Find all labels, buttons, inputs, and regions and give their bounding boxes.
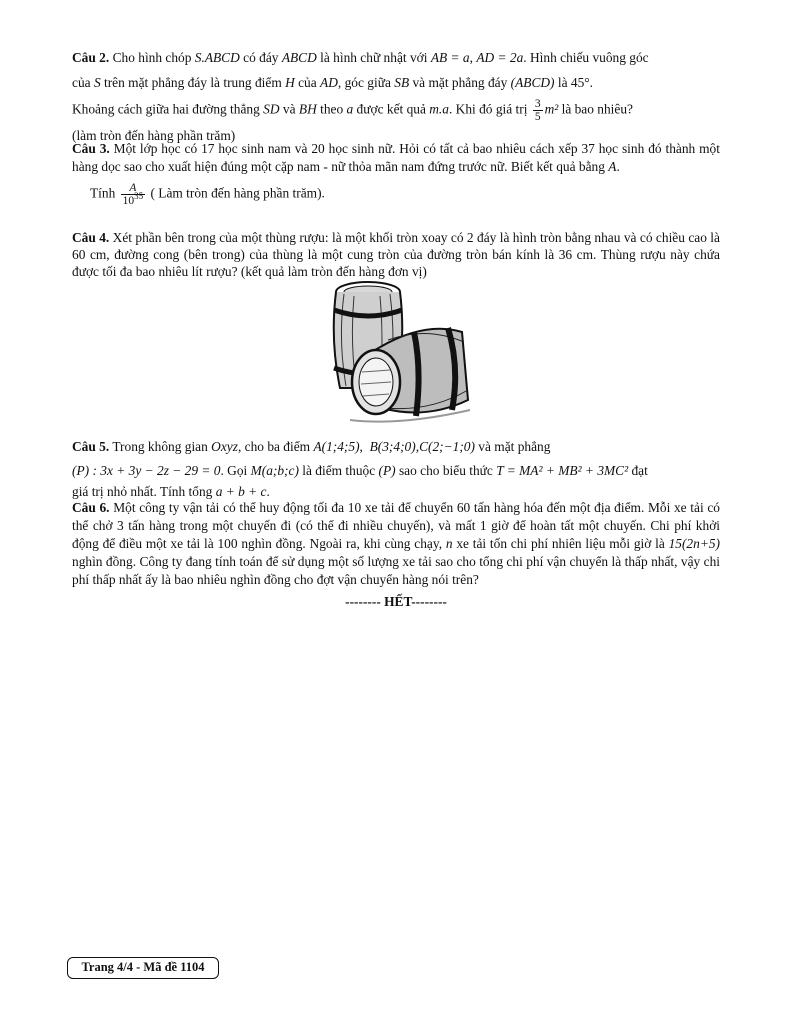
q5-line-2: (P) : 3x + 3y − 2z − 29 = 0. Gọi M(a;b;c) là điểm thuộc (P) sao cho biểu thức T = MA² + MB² + 3MC² đạt xyxy=(72,463,648,478)
q5-line-1: Câu 5. Trong không gian Oxyz, cho ba điểm A(1;4;5), B(3;4;0),C(2;−1;0) và mặt phẳng xyxy=(72,439,551,454)
wine-barrels-illustration xyxy=(330,280,474,426)
question-6: Câu 6. Một công ty vận tải có thể huy động tối đa 10 xe tải để chuyển 60 tấn hàng hóa đến một địa điểm. Mỗi xe tải có thể chở 3 tấn hàng trong một chuyến đi (có thể đi nhiều chuyến), và mất 1 giờ để hoàn tất một chuyến. Chi phí khởi động để điều một xe tải là 100 nghìn đồng. Ngoài ra, khi cùng chạy, n xe tải tốn chi phí nhiên liệu mỗi giờ là 15(2n+5) nghìn đồng. Công ty đang tính toán để sử dụng một số lượng xe tải sao cho tổng chi phí vận chuyển là thấp nhất, vậy chi phí thấp nhất ấy là bao nhiêu nghìn đồng cho đợt vận chuyển hàng nói trên? xyxy=(72,500,721,587)
page-footer: Trang 4/4 - Mã đề 1104 xyxy=(67,957,219,979)
fraction-3-5: $\frac{3}{5}$ xyxy=(534,98,541,123)
question-4: Câu 4. Xét phần bên trong của một thùng rượu: là một khối tròn xoay có 2 đáy là hình tròn bằng nhau và có chiều cao là 60 cm, đường cong (bên trong) của thùng là một cung tròn của đường tròn bán kính là 36 cm. Thùng rượu này chứa được tối đa bao nhiêu lít rượu? (kết quả làm tròn đến hàng đơn vị) xyxy=(72,230,720,279)
fraction-a-over-10-35: $\frac{A}{10^{35}}$ xyxy=(122,182,144,207)
q2-line-2: của S trên mặt phẳng đáy là trung điểm H của AD, góc giữa SB và mặt phẳng đáy (ABCD) là 45°. xyxy=(72,75,593,90)
q5-line-3: giá trị nhỏ nhất. Tính tổng a + b + c. xyxy=(72,484,270,499)
question-3 xyxy=(72,140,720,207)
question-2 xyxy=(72,48,720,146)
q2-line-4: (làm tròn đến hàng phần trăm) xyxy=(72,128,236,143)
q3-text: Câu 3. Một lớp học có 17 học sinh nam và 20 học sinh nữ. Hỏi có tất cả bao nhiêu cách xếp 37 học sinh đó thành một hàng dọc sao cho xuất hiện đúng một cặp nam - nữ thỏa mãn nam đứng trước nữ. Biết kết quả bằng A. xyxy=(72,141,720,174)
question-5 xyxy=(72,436,720,502)
q3-compute: Tính $\frac{A}{10^{35}}$ ( Làm tròn đến hàng phần trăm). xyxy=(90,182,325,207)
q2-line-3: Khoảng cách giữa hai đường thẳng SD và BH theo a được kết quả m.a. Khi đó giá trị $\frac{3}{5}$ m² là bao nhiêu? xyxy=(72,98,633,123)
end-marker: -------- HẾT-------- xyxy=(345,594,447,609)
q2-line-1: Câu 2. Cho hình chóp S.ABCD có đáy ABCD là hình chữ nhật với AB = a, AD = 2a. Hình chiếu vuông góc xyxy=(72,50,649,65)
